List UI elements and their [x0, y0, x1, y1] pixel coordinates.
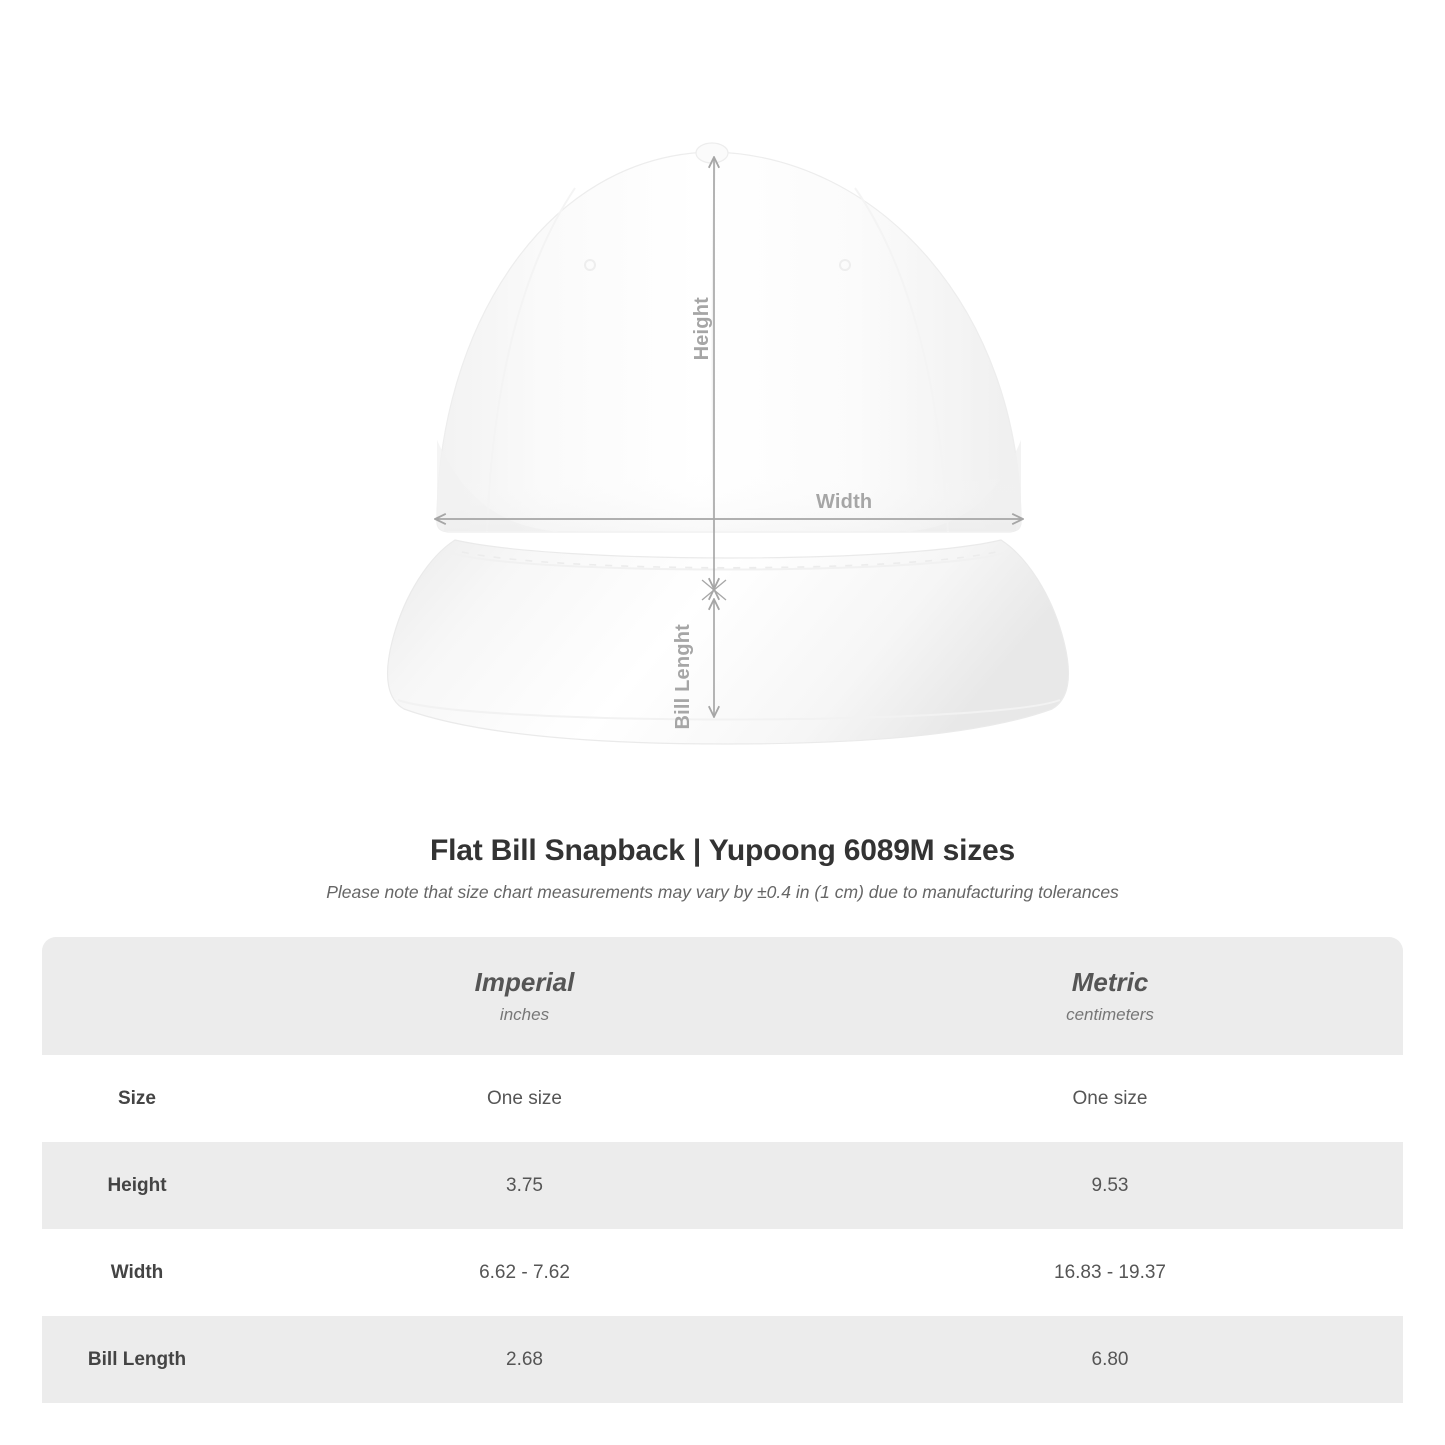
- cell-size-imperial: One size: [232, 1055, 817, 1142]
- imperial-sublabel: inches: [499, 1004, 550, 1024]
- row-label-height: Height: [42, 1142, 232, 1229]
- size-table: [42, 937, 1403, 1403]
- metric-label: Metric: [1071, 967, 1149, 998]
- cell-bill-metric: 6.80: [817, 1316, 1403, 1403]
- tolerance-note: Please note that size chart measurements may vary by ±0.4 in (1 cm) due to manufacturing tolerances: [326, 882, 1119, 902]
- table-row: [42, 1229, 1403, 1316]
- row-label-width: Width: [42, 1229, 232, 1316]
- width-dimension-label: Width: [816, 491, 873, 513]
- cell-width-imperial: 6.62 - 7.62: [232, 1229, 817, 1316]
- header-metric: [817, 937, 1403, 1055]
- bill-length-dimension-label: [672, 624, 716, 730]
- header-imperial: [232, 937, 817, 1055]
- page-title: Flat Bill Snapback | Yupoong 6089M sizes: [429, 834, 1015, 867]
- cell-size-metric: One size: [817, 1055, 1403, 1142]
- imperial-label: Imperial: [474, 967, 575, 998]
- cap-crown: [437, 143, 1021, 532]
- bill-label-line2: Lenght: [672, 624, 694, 692]
- height-dimension-label: Height: [691, 297, 713, 361]
- bill-label-line1: Bill: [672, 697, 694, 730]
- cell-bill-imperial: 2.68: [232, 1316, 817, 1403]
- cell-height-imperial: 3.75: [232, 1142, 817, 1229]
- table-row: [42, 1142, 1403, 1229]
- table-row: [42, 1316, 1403, 1403]
- cell-height-metric: 9.53: [817, 1142, 1403, 1229]
- row-label-size: Size: [42, 1055, 232, 1142]
- table-row: [42, 1055, 1403, 1142]
- cell-width-metric: 16.83 - 19.37: [817, 1229, 1403, 1316]
- table-header-row: [42, 937, 1403, 1055]
- title-block: [0, 834, 1445, 903]
- metric-sublabel: centimeters: [1066, 1004, 1154, 1024]
- cap-bill: [388, 540, 1069, 744]
- size-table-wrapper: [42, 937, 1403, 1403]
- row-label-bill-length: Bill Length: [42, 1316, 232, 1403]
- header-empty-cell: [42, 937, 232, 1055]
